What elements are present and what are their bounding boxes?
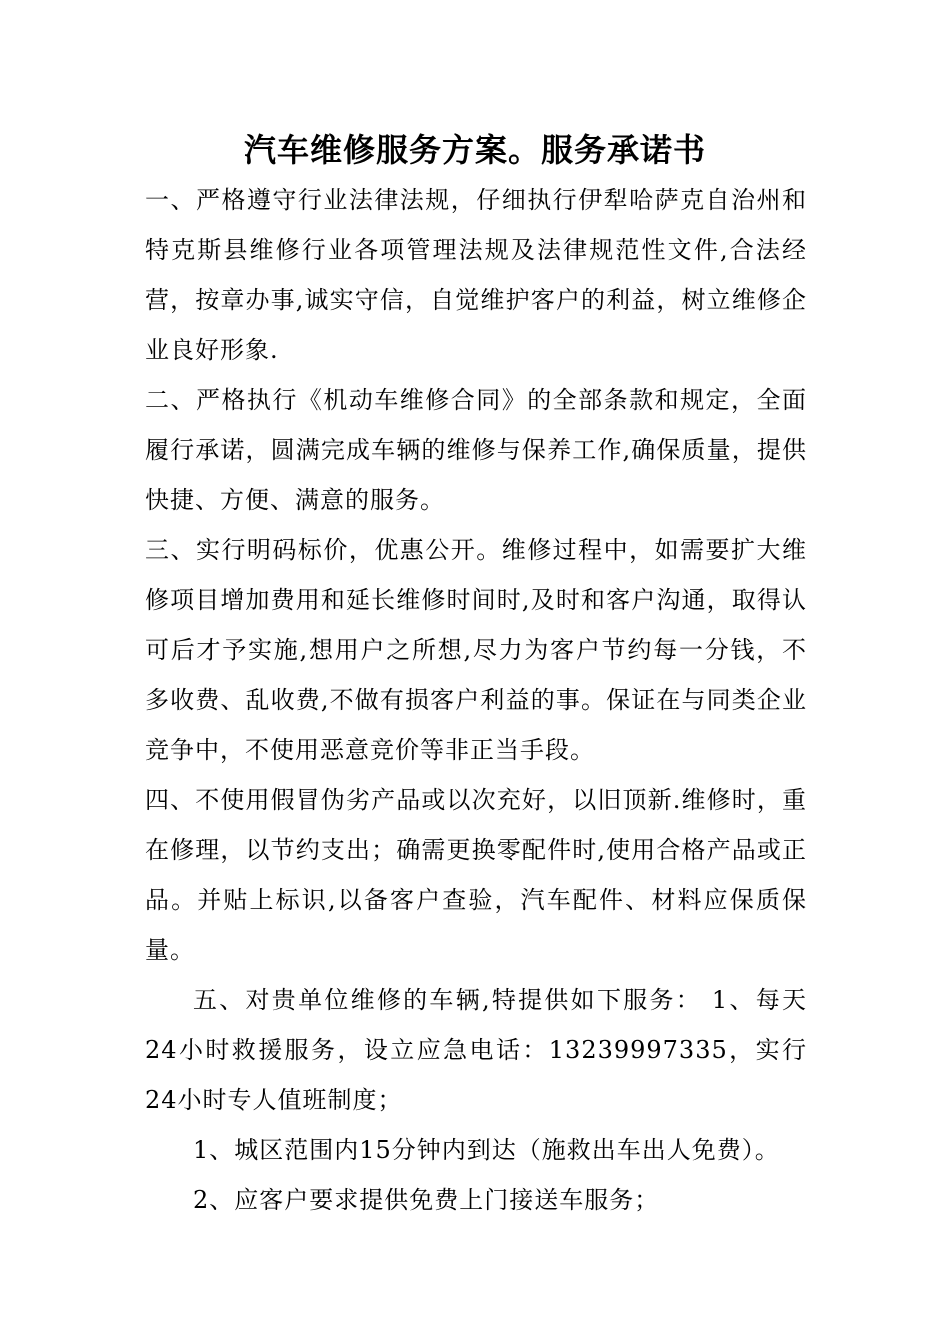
document-title: 汽车维修服务方案。服务承诺书 bbox=[243, 131, 706, 169]
paragraph-5: 五、对贵单位维修的车辆,特提供如下服务： 1、每天24小时救援服务，设立应急电话：13239997335，实行24小时专人值班制度； bbox=[145, 986, 807, 1114]
document-body bbox=[145, 175, 807, 1225]
paragraph-4: 四、不使用假冒伪劣产品或以次充好，以旧顶新.维修时，重在修理，以节约支出；确需更换零配件时,使用合格产品或正品。并贴上标识,以备客户查验，汽车配件、材料应保质保量。 bbox=[145, 786, 807, 964]
paragraph-7: 2、应客户要求提供免费上门接送车服务； bbox=[193, 1186, 660, 1214]
paragraph-2: 二、严格执行《机动车维修合同》的全部条款和规定，全面履行承诺，圆满完成车辆的维修与保养工作,确保质量，提供快捷、方便、满意的服务。 bbox=[145, 386, 807, 514]
paragraph-3: 三、实行明码标价，优惠公开。维修过程中，如需要扩大维修项目增加费用和延长维修时间时,及时和客户沟通，取得认可后才予实施,想用户之所想,尽力为客户节约每一分钱，不多收费、乱收费,不做有损客户利益的事。保证在与同类企业竞争中，不使用恶意竞价等非正当手段。 bbox=[145, 536, 807, 764]
paragraph-6: 1、城区范围内15分钟内到达（施救出车出人免费）。 bbox=[193, 1136, 780, 1164]
paragraph-1: 一、严格遵守行业法律法规，仔细执行伊犁哈萨克自治州和特克斯县维修行业各项管理法规及法律规范性文件,合法经营，按章办事,诚实守信，自觉维护客户的利益，树立维修企业良好形象. bbox=[145, 186, 807, 364]
